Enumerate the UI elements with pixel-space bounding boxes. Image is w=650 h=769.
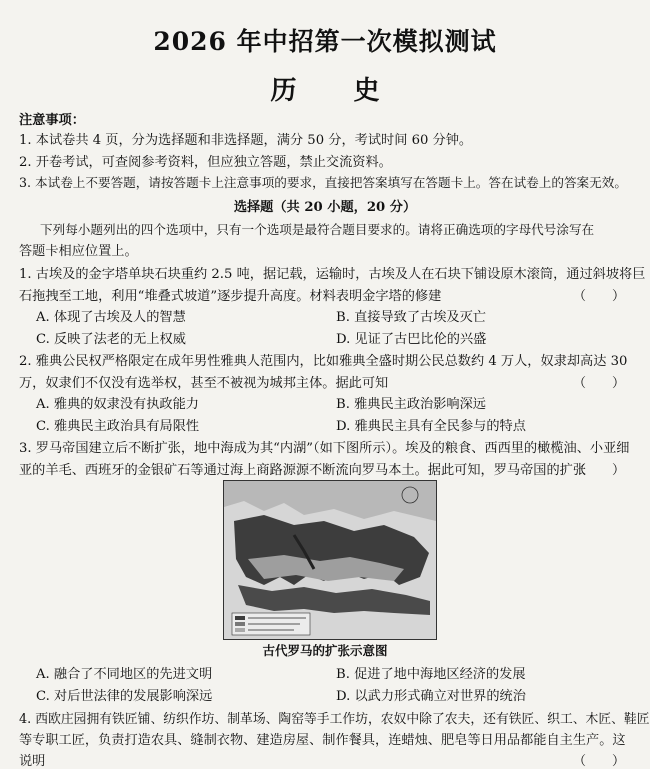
answer-paren: （ ） [573, 463, 626, 478]
subject-title: 历 史 [270, 76, 404, 106]
notice-item: 1. 本试卷共 4 页，分为选择题和非选择题，满分 50 分，考试时间 60 分钟。 [19, 133, 473, 148]
question-2-stem: 万，奴隶们不仅没有选举权，甚至不被视为城邦主体。据此可知 [19, 376, 389, 391]
map-drawing [224, 481, 436, 639]
question-1-stem: 石拖拽至工地，利用“堆叠式坡道”逐步提升高度。材料表明金字塔的修建 [19, 289, 442, 304]
option-c: C. 对后世法律的发展影响深远 [36, 689, 213, 704]
option-d: D. 见证了古巴比伦的兴盛 [336, 332, 487, 347]
option-d: D. 以武力形式确立对世界的统治 [336, 689, 526, 704]
legend-swatch [235, 628, 245, 632]
section-instruction: 答题卡相应位置上。 [19, 244, 138, 259]
roman-expansion-map [223, 480, 437, 640]
option-b: B. 雅典民主政治影响深远 [336, 397, 486, 412]
section-instruction: 下列每小题列出的四个选项中，只有一个选项是最符合题目要求的。请将正确选项的字母代号涂写在 [40, 222, 595, 237]
option-d: D. 雅典民主具有全民参与的特点 [336, 419, 526, 434]
answer-paren: （ ） [573, 754, 626, 769]
question-4-stem: 说明 [19, 754, 46, 769]
exam-title: 2026 年中招第一次模拟测试 [153, 27, 497, 56]
figure-caption: 古代罗马的扩张示意图 [262, 643, 388, 658]
question-4-stem: 4. 西欧庄园拥有铁匠铺、纺织作坊、制革场、陶窑等手工作坊，农奴中除了农夫，还有铁匠、织工、木匠、鞋匠 [19, 712, 650, 727]
question-4-stem: 等专职工匠，负责打造农具、缝制衣物、建造房屋、制作餐具，连蜡烛、肥皂等日用品都能自主生产。这 [19, 733, 626, 748]
answer-paren: （ ） [573, 289, 626, 304]
option-c: C. 反映了法老的无上权威 [36, 332, 186, 347]
question-2-stem: 2. 雅典公民权严格限定在成年男性雅典人范围内，比如雅典全盛时期公民总数约 4 万人，奴隶却高达 30 [19, 354, 628, 369]
notice-item: 2. 开卷考试，可查阅参考资料，但应独立答题，禁止交流资料。 [19, 155, 392, 170]
answer-paren: （ ） [573, 376, 626, 391]
question-3-stem: 3. 罗马帝国建立后不断扩张，地中海成为其“内湖”（如下图所示）。埃及的粮食、西西里的橄榄油、小亚细 [19, 441, 630, 456]
option-b: B. 促进了地中海地区经济的发展 [336, 667, 526, 682]
option-a: A. 体现了古埃及人的智慧 [36, 310, 186, 325]
section-title: 选择题（共 20 小题，20 分） [233, 200, 417, 215]
notice-heading: 注意事项： [19, 113, 85, 128]
notice-item: 3. 本试卷上不要答题，请按答题卡上注意事项的要求，直接把答案填写在答题卡上。答在试卷上的答案无效。 [19, 175, 627, 190]
question-3-stem: 亚的羊毛、西班牙的金银矿石等通过海上商路源源不断流向罗马本土。据此可知，罗马帝国的扩张 [19, 463, 587, 478]
question-1-stem: 1. 古埃及的金字塔单块石块重约 2.5 吨，据记载，运输时，古埃及人在石块下铺设原木滚筒，通过斜坡将巨 [19, 267, 646, 282]
option-b: B. 直接导致了古埃及灭亡 [336, 310, 486, 325]
legend-swatch [235, 616, 245, 620]
option-a: A. 融合了不同地区的先进文明 [36, 667, 213, 682]
option-a: A. 雅典的奴隶没有执政能力 [36, 397, 199, 412]
legend-swatch [235, 622, 245, 626]
option-c: C. 雅典民主政治具有局限性 [36, 419, 200, 434]
